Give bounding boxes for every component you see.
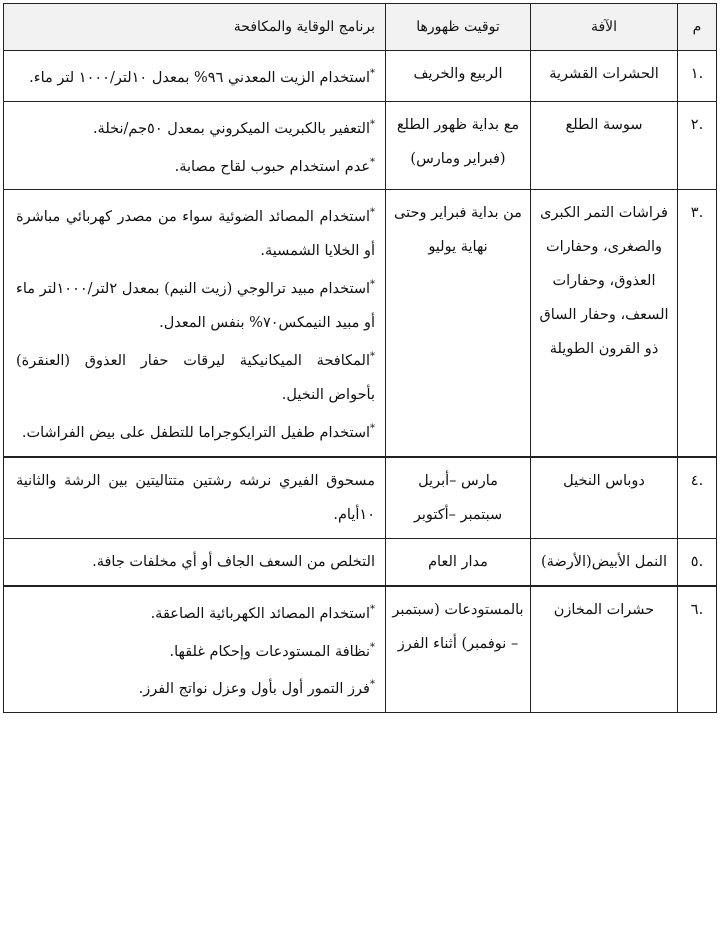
program-item [16, 593, 375, 631]
appearance-time-line: من بداية فبراير وحتى نهاية يوليو [394, 205, 522, 256]
control-program [4, 457, 386, 539]
asterisk-icon: * [370, 351, 375, 363]
asterisk-icon: * [370, 279, 375, 291]
asterisk-icon: * [370, 679, 375, 691]
row-number [678, 538, 717, 586]
program-item [16, 545, 375, 579]
program-item-text: التخلص من السعف الجاف أو أي مخلفات جافة. [92, 553, 375, 570]
program-item [16, 196, 375, 268]
appearance-time [386, 586, 531, 713]
pest-name: فراشات التمر الكبرى والصغرى، وحفارات العذوق، وحفارات السعف، وحفار الساق ذو القرون الطويلة [531, 190, 678, 457]
program-item-text: استخدام المصائد الكهربائية الصاعقة. [150, 605, 370, 622]
appearance-time-line: مارس –أبريل [418, 472, 498, 489]
table-row [4, 457, 717, 539]
program-item [16, 57, 375, 95]
table-header-row [4, 4, 717, 51]
appearance-time-line: سبتمبر –أكتوبر [413, 506, 503, 523]
program-item-text: التعفير بالكبريت الميكروني بمعدل ٥٠جم/نخلة. [92, 120, 370, 137]
table-row [4, 586, 717, 713]
program-item-text: استخدام طفيل الترايكوجراما للتطفل على بيض الفراشات. [21, 424, 370, 441]
appearance-time [386, 190, 531, 457]
table-row [4, 51, 717, 102]
row-number [678, 51, 717, 102]
asterisk-icon: * [370, 118, 375, 130]
program-item [16, 464, 375, 532]
asterisk-icon: * [370, 156, 375, 168]
row-number-text: .٣ [690, 205, 704, 222]
header-pest: الآفة [531, 4, 678, 51]
row-number-text: .٦ [690, 601, 704, 618]
program-item-text: مسحوق الفيري نرشه رشتين متتاليتين بين الرشة والثانية ١٠أيام. [16, 472, 375, 523]
program-item-text: استخدام المصائد الضوئية سواء من مصدر كهربائي مباشرة أو الخلايا الشمسية. [16, 209, 375, 260]
appearance-time [386, 51, 531, 102]
header-num: م [678, 4, 717, 51]
control-program [4, 101, 386, 190]
row-number [678, 190, 717, 457]
table-row [4, 101, 717, 190]
program-item [16, 668, 375, 706]
row-number [678, 101, 717, 190]
program-item [16, 412, 375, 450]
asterisk-icon: * [370, 68, 375, 79]
row-number-text: .١ [690, 66, 704, 82]
pest-name: الحشرات القشرية [531, 51, 678, 102]
appearance-time-line: بالمستودعات (سبتمبر – نوفمبر) أثناء الفرز [392, 601, 524, 652]
pest-name: دوباس النخيل [531, 457, 678, 539]
row-number [678, 586, 717, 713]
pest-name: حشرات المخازن [531, 586, 678, 713]
program-item [16, 340, 375, 412]
asterisk-icon: * [370, 422, 375, 434]
appearance-time-line: مدار العام [428, 553, 488, 570]
row-number-text: .٥ [690, 553, 704, 570]
row-number-text: .٢ [690, 116, 704, 133]
appearance-time-line: الربيع والخريف [413, 66, 503, 82]
asterisk-icon: * [370, 207, 375, 219]
program-item-text: فرز التمور أول بأول وعزل نواتج الفرز. [138, 681, 370, 698]
program-item-text: استخدام الزيت المعدني ٩٦% بمعدل ١٠لتر/١٠٠٠ لتر ماء. [29, 69, 370, 86]
appearance-time [386, 101, 531, 190]
appearance-time-line: مع بداية ظهور الطلع (فبراير ومارس) [396, 116, 520, 167]
header-program: برنامج الوقاية والمكافحة [4, 4, 386, 51]
program-item [16, 268, 375, 340]
table-row [4, 190, 717, 457]
control-program [4, 538, 386, 586]
program-item [16, 146, 375, 184]
control-program [4, 51, 386, 102]
program-item-text: استخدام مبيد ترالوجي (زيت النيم) بمعدل ٢لتر/١٠٠٠لتر ماء أو مبيد النيمكس٧٠% بنفس المعدل. [16, 281, 375, 332]
control-program [4, 586, 386, 713]
asterisk-icon: * [370, 603, 375, 615]
program-item [16, 631, 375, 669]
row-number [678, 457, 717, 539]
asterisk-icon: * [370, 641, 375, 653]
row-number-text: .٤ [690, 472, 704, 489]
header-time: توقيت ظهورها [386, 4, 531, 51]
control-program [4, 190, 386, 457]
program-item [16, 108, 375, 146]
pest-name: سوسة الطلع [531, 101, 678, 190]
pest-control-table [3, 3, 717, 713]
appearance-time [386, 538, 531, 586]
pest-name: النمل الأبيض(الأرضة) [531, 538, 678, 586]
appearance-time [386, 457, 531, 539]
program-item-text: المكافحة الميكانيكية ليرقات حفار العذوق (العنقرة) بأحواض النخيل. [16, 352, 375, 403]
program-item-text: نظافة المستودعات وإحكام غلقها. [169, 643, 370, 660]
table-row [4, 538, 717, 586]
program-item-text: عدم استخدام حبوب لقاح مصابة. [174, 158, 370, 175]
